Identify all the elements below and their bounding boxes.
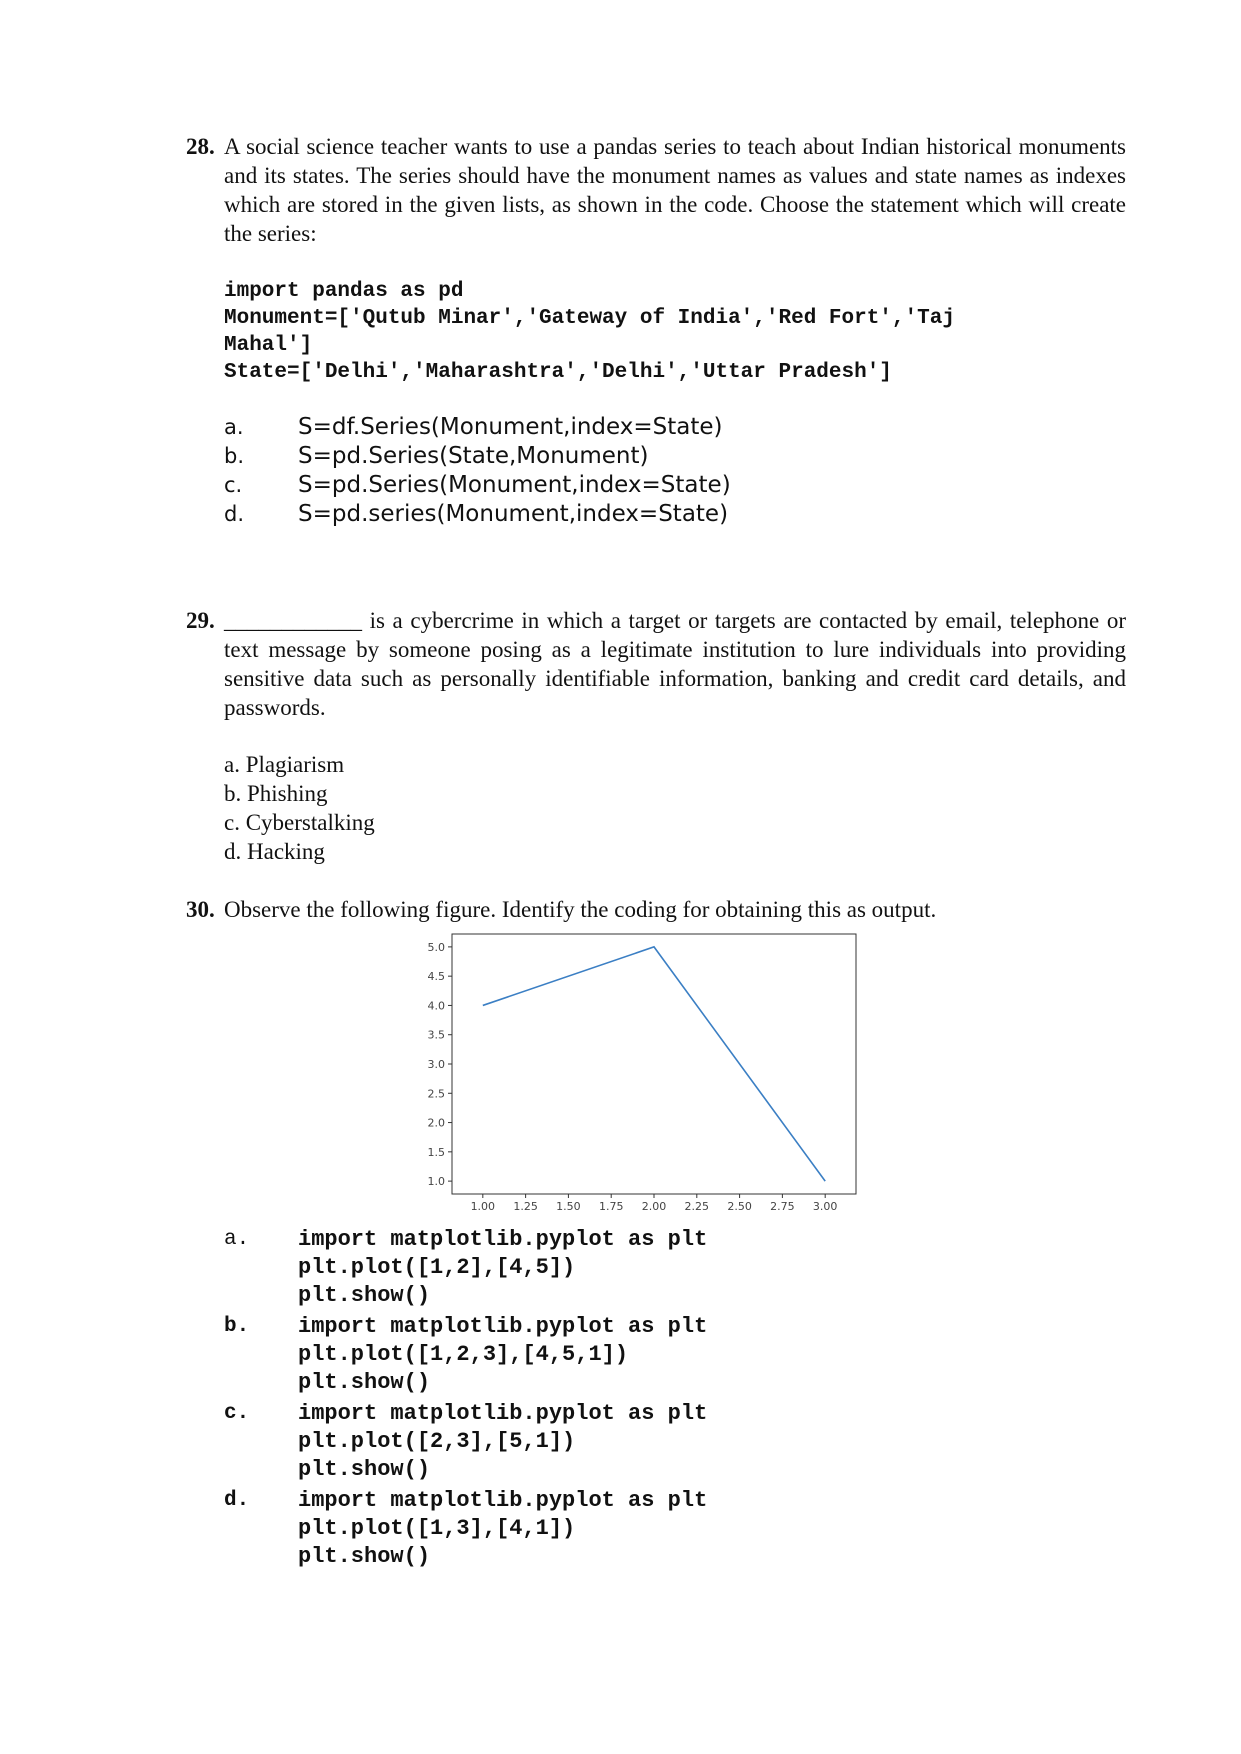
- option-d[interactable]: d. Hacking: [224, 839, 325, 864]
- option-c[interactable]: c. Cyberstalking: [224, 810, 375, 835]
- x-tick-label: 1.50: [556, 1200, 581, 1213]
- question-text: A social science teacher wants to use a pandas series to teach about Indian historical monuments and its states. The series should have the monument names as values and state names as indexes which are stored in the given lists, as shown in the code. Choose the statement which will create the series:: [224, 134, 1126, 246]
- y-tick-label: 2.0: [427, 1116, 445, 1130]
- x-tick-label: 2.50: [727, 1200, 752, 1213]
- question-29: [186, 606, 1126, 866]
- question-number: 30.: [186, 897, 215, 922]
- option-label: d.: [224, 1489, 250, 1512]
- option-a[interactable]: [186, 413, 1126, 442]
- plot-frame: [452, 934, 856, 1194]
- option-b[interactable]: b. Phishing: [224, 781, 328, 806]
- code-snippet: import pandas as pd Monument=['Qutub Minar','Gateway of India','Red Fort','Taj Mahal'] State=['Delhi','Maharashtra','Delhi','Uttar Pradesh']: [224, 280, 955, 384]
- x-tick-label: 2.25: [684, 1200, 710, 1213]
- options-list: [186, 750, 1126, 866]
- option-b[interactable]: [186, 442, 1126, 471]
- x-tick-label: 2.00: [641, 1200, 667, 1213]
- y-tick-label: 4.5: [427, 970, 445, 984]
- options-list: [186, 413, 1126, 529]
- x-tick-label: 1.75: [598, 1200, 624, 1213]
- series-line: [483, 947, 825, 1181]
- question-number: 29.: [186, 608, 215, 633]
- y-tick-label: 4.0: [427, 999, 445, 1013]
- option-label: c.: [224, 1402, 250, 1425]
- option-c[interactable]: [186, 1400, 1126, 1484]
- y-tick-label: 3.5: [427, 1028, 445, 1042]
- option-label: a.: [224, 415, 244, 439]
- y-tick-label: 1.5: [427, 1145, 445, 1159]
- option-code: import matplotlib.pyplot as plt plt.plot([1,3],[4,1]) plt.show(): [298, 1488, 708, 1569]
- y-tick-label: 3.0: [427, 1058, 445, 1071]
- y-tick-label: 1.0: [427, 1175, 445, 1189]
- question-text: Observe the following figure. Identify the coding for obtaining this as output.: [224, 897, 937, 922]
- option-c[interactable]: [186, 471, 1126, 500]
- option-code: import matplotlib.pyplot as plt plt.plot([1,2,3],[4,5,1]) plt.show(): [298, 1314, 708, 1395]
- option-code: import matplotlib.pyplot as plt plt.plot([1,2],[4,5]) plt.show(): [298, 1227, 708, 1308]
- option-d[interactable]: [186, 1487, 1126, 1571]
- option-label: b.: [224, 1315, 250, 1338]
- x-tick-label: 2.75: [770, 1200, 795, 1213]
- option-label: c.: [224, 473, 243, 497]
- question-30-options: [186, 1226, 1126, 1571]
- option-label: a.: [224, 1228, 250, 1251]
- option-label: b.: [224, 444, 245, 468]
- option-b[interactable]: [186, 1313, 1126, 1397]
- chart-svg: [404, 920, 864, 1225]
- option-a[interactable]: [186, 1226, 1126, 1310]
- line-chart: [404, 920, 864, 1225]
- x-tick-label: 1.00: [470, 1200, 496, 1213]
- option-label: d.: [224, 502, 245, 526]
- option-d[interactable]: [186, 500, 1126, 529]
- question-number: 28.: [186, 134, 215, 159]
- option-text: S=df.Series(Monument,index=State): [298, 414, 723, 440]
- question-28: [186, 132, 1126, 529]
- question-text: ____________ is a cybercrime in which a target or targets are contacted by email, telephone or text message by someone posing as a legitimate institution to lure individuals into providing sensitive data such as personally identifiable information, banking and credit card details, and passwords.: [224, 608, 1126, 720]
- x-tick-label: 1.25: [513, 1200, 538, 1213]
- y-tick-label: 2.5: [427, 1087, 445, 1101]
- option-text: S=pd.Series(State,Monument): [298, 443, 649, 469]
- option-a[interactable]: a. Plagiarism: [224, 752, 345, 777]
- y-tick-label: 5.0: [427, 940, 445, 954]
- option-text: S=pd.series(Monument,index=State): [298, 501, 729, 527]
- option-code: import matplotlib.pyplot as plt plt.plot([2,3],[5,1]) plt.show(): [298, 1401, 708, 1482]
- x-tick-label: 3.00: [812, 1200, 838, 1213]
- option-text: S=pd.Series(Monument,index=State): [298, 472, 731, 498]
